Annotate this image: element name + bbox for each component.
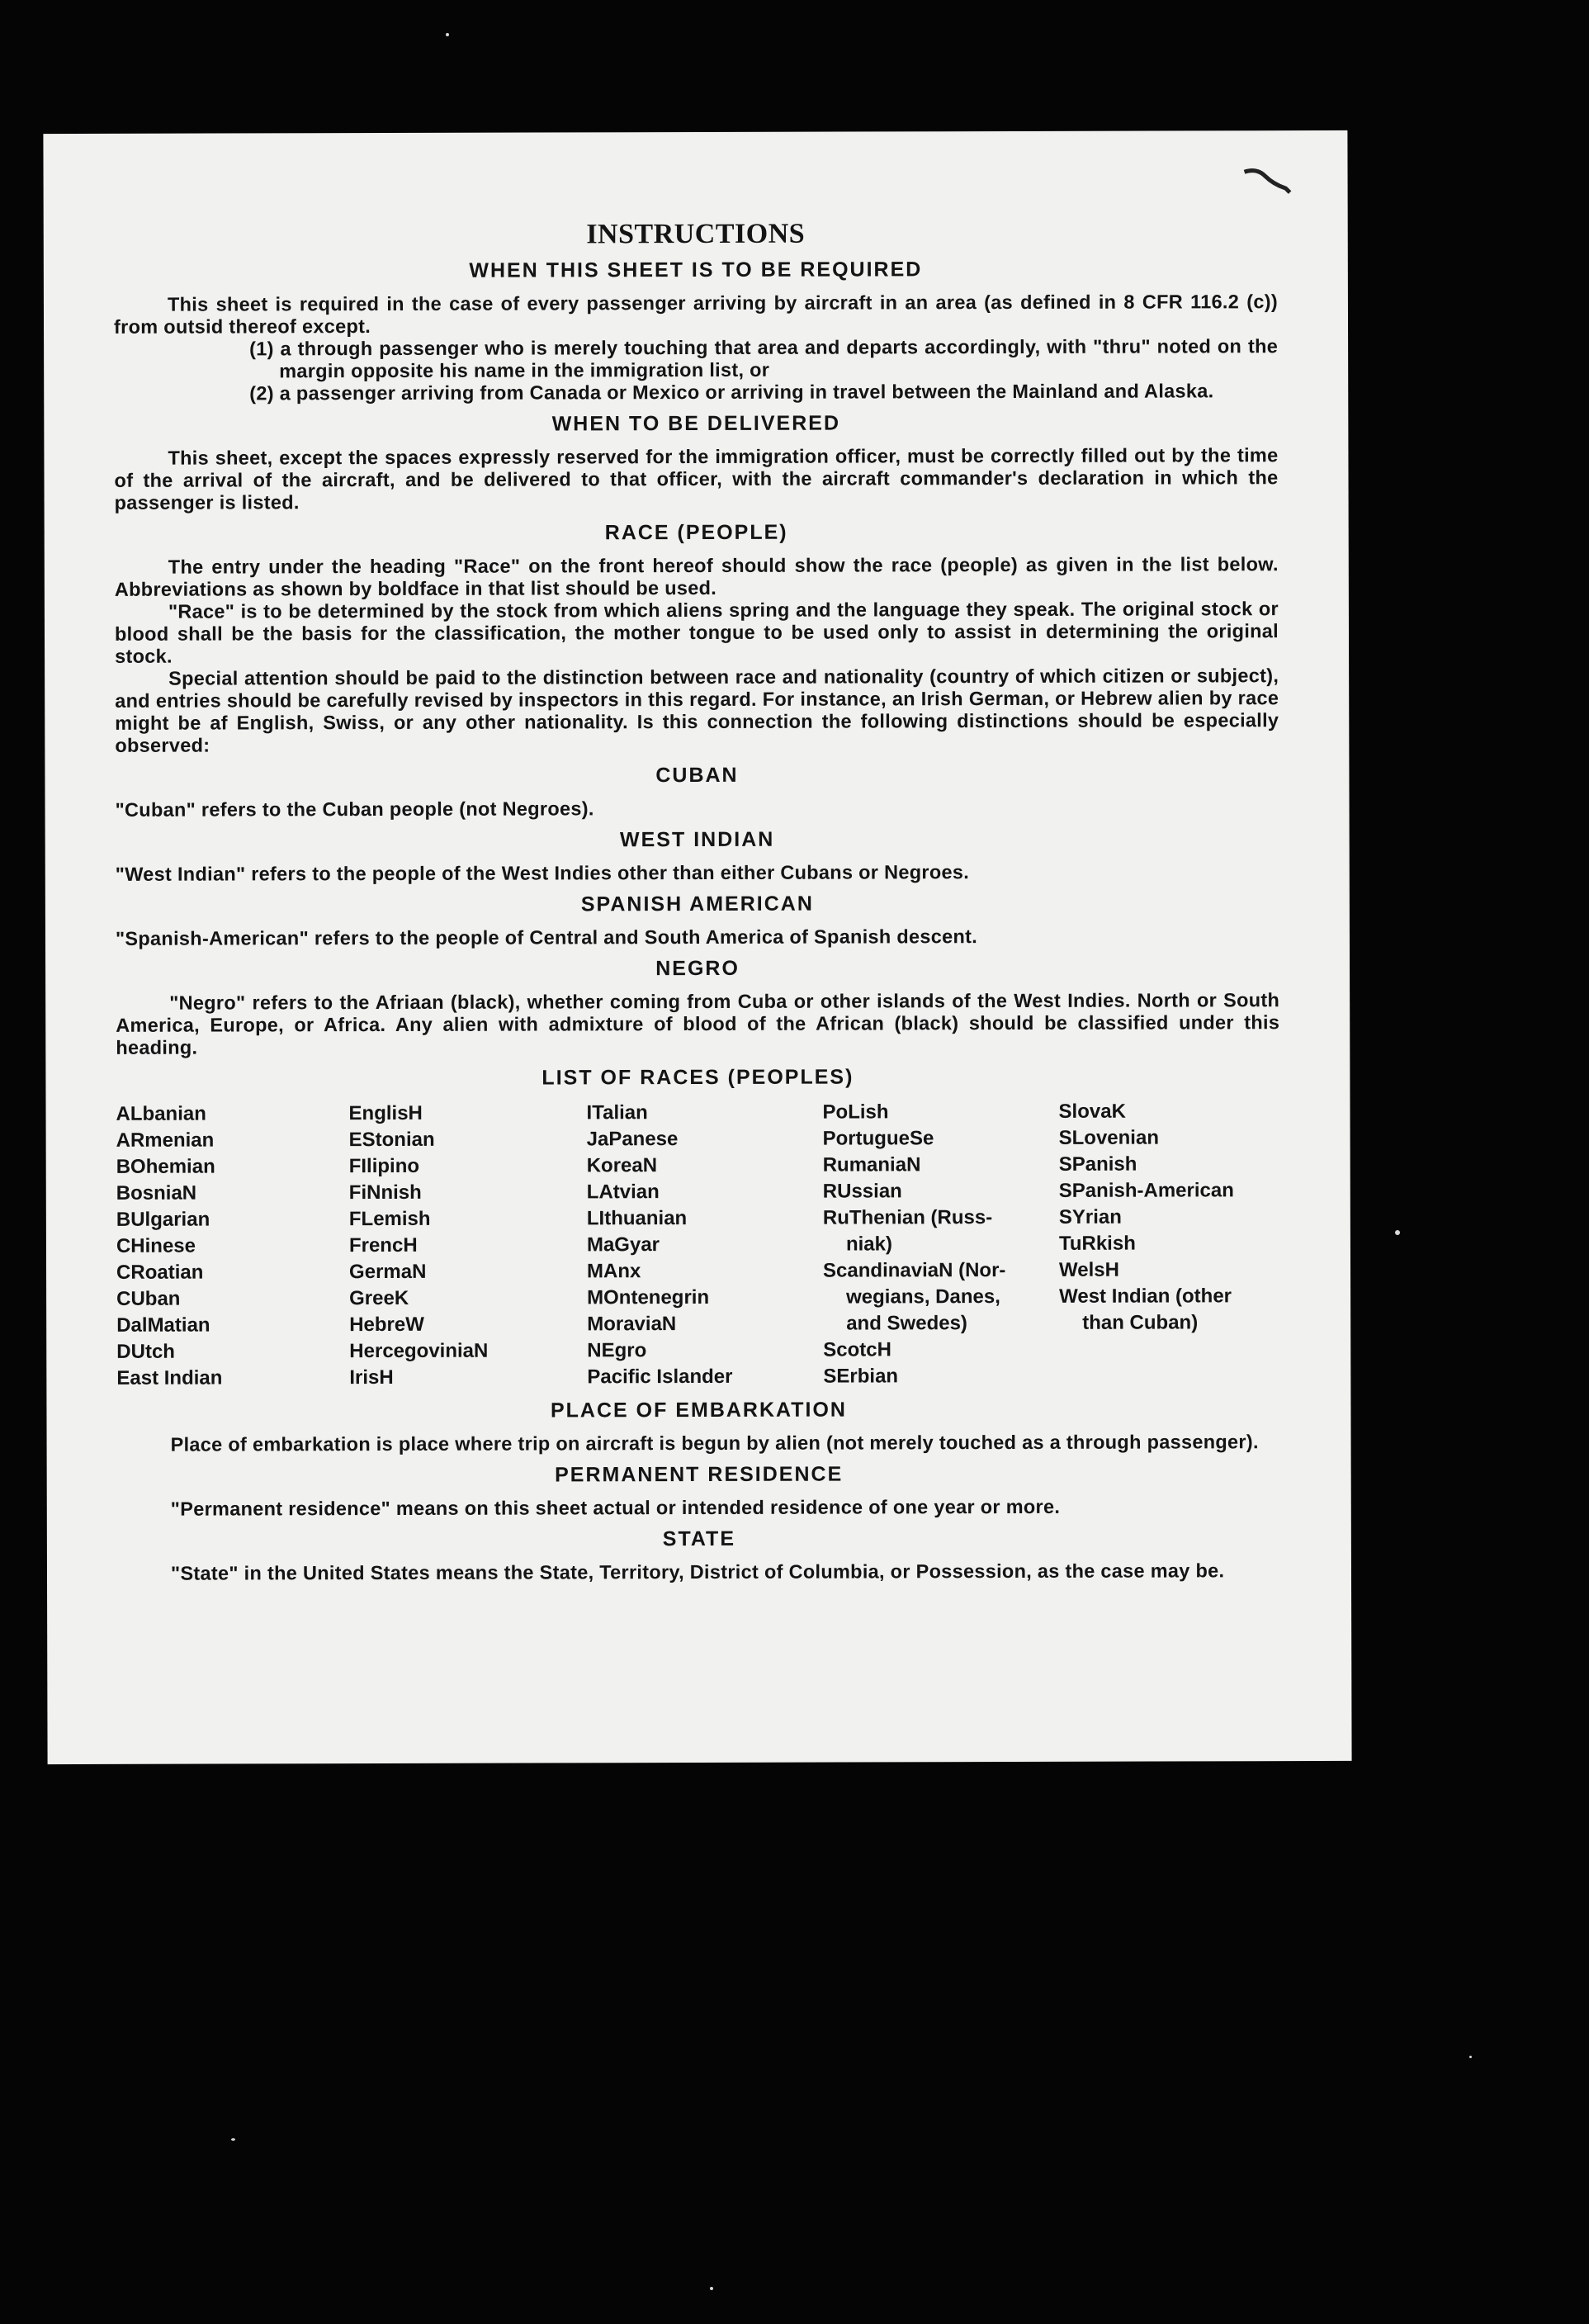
- race-entry: ITalian: [586, 1101, 648, 1124]
- scan-speck: [446, 33, 449, 36]
- paragraph-negro: "Negro" refers to the Afriaan (black), whether coming from Cuba or other islands of the West Indies. North or South America, Europe, or Africa. Any alien with admixture of blood of the African (black) should be classified under this heading.: [116, 989, 1280, 1058]
- section-heading-cuban: CUBAN: [655, 763, 739, 788]
- race-entry: JaPanese: [586, 1128, 679, 1151]
- race-entry: HebreW: [349, 1313, 424, 1337]
- paragraph-embarkation: Place of embarkation is place where trip on aircraft is begun by alien (not merely touched as a through passenger).: [170, 1431, 1259, 1455]
- race-entry: MoraviaN: [587, 1313, 677, 1336]
- race-entry: BUlgarian: [116, 1208, 210, 1231]
- race-entry: EStonian: [348, 1128, 435, 1152]
- section-heading-negro: NEGRO: [655, 956, 740, 981]
- race-entry: CUban: [116, 1287, 181, 1310]
- instruction-sheet: [43, 130, 1351, 1764]
- paragraph-when-delivered: This sheet, except the spaces expressly reserved for the immigration officer, must be correctly filled out by the time of the arrival of the aircraft, and be delivered to that officer, with the aircraft commander's declaration in which the passenger is listed.: [114, 444, 1279, 514]
- races-column: [822, 1099, 1059, 1390]
- paragraph-race-2: "Race" is to be determined by the stock from which aliens spring and the language they speak. The original stock or blood shall be the basis for the classification, the mother tongue to be used only to assist in determining the original stock.: [114, 598, 1279, 667]
- ink-smudge: [1241, 163, 1298, 196]
- race-entry: RuThenian (Russ-: [822, 1206, 993, 1229]
- race-entry: MAnx: [586, 1260, 641, 1283]
- section-heading-when-delivered: WHEN TO BE DELIVERED: [551, 411, 841, 436]
- section-heading-list-of-races: LIST OF RACES (PEOPLES): [541, 1065, 854, 1090]
- scan-speck: [1469, 2056, 1472, 2058]
- race-entry: CRoatian: [116, 1261, 204, 1284]
- paragraph-spanish-american: "Spanish-American" refers to the people of Central and South America of Spanish descent.: [115, 925, 978, 949]
- race-entry: MOntenegrin: [587, 1285, 710, 1309]
- scan-speck: [710, 2287, 713, 2290]
- paragraph-cuban: "Cuban" refers to the Cuban people (not Negroes).: [115, 798, 594, 821]
- race-entry: NEgro: [587, 1339, 647, 1362]
- race-entry: BOhemian: [116, 1155, 215, 1178]
- race-entry: RUssian: [822, 1180, 902, 1203]
- race-entry: FIlipino: [348, 1154, 420, 1178]
- race-entry: FrencH: [348, 1233, 418, 1257]
- races-column: [586, 1100, 823, 1391]
- race-entry: LAtvian: [586, 1181, 660, 1204]
- race-entry: KoreaN: [586, 1154, 658, 1177]
- paragraph-race-3: Special attention should be paid to the distinction between race and nationality (country of which citizen or subject), and entries should be carefully revised by inspectors in this regard. For instance, an Irish German, or Hebrew alien by race might be af English, Swiss, or any other nationality. Is this connection the following distinctions should be especially observed:: [115, 665, 1279, 756]
- race-entry-continued: niak): [845, 1233, 892, 1256]
- race-entry: TuRkish: [1058, 1232, 1136, 1255]
- race-entry: BosniaN: [116, 1181, 197, 1205]
- race-entry: GreeK: [349, 1286, 409, 1310]
- race-entry: PortugueSe: [822, 1127, 934, 1150]
- paragraph-west-indian: "West Indian" refers to the people of the West Indies other than either Cubans or Negroes.: [115, 861, 970, 885]
- document-title: INSTRUCTIONS: [586, 218, 806, 250]
- race-entry: MaGyar: [586, 1233, 660, 1257]
- paragraph-when-required: This sheet is required in the case of every passenger arriving by aircraft in an area (as defined in 8 CFR 116.2 (c)) from outsid thereof except.: [113, 291, 1278, 338]
- exception-item-1: (1) a through passenger who is merely touching that area and departs accordingly, with "thru" noted on the margin opposite his name in the immigration list, or: [249, 335, 1279, 382]
- race-entry: DalMatian: [116, 1313, 210, 1337]
- race-entry: EnglisH: [348, 1101, 423, 1125]
- race-entry: ARmenian: [116, 1129, 215, 1152]
- race-entry-continued: wegians, Danes,: [846, 1285, 1000, 1309]
- race-entry-continued: and Swedes): [846, 1312, 967, 1335]
- race-entry: SYrian: [1058, 1205, 1122, 1228]
- section-heading-west-indian: WEST INDIAN: [619, 827, 775, 852]
- race-entry: SPanish-American: [1058, 1179, 1234, 1202]
- exception-item-2: (2) a passenger arriving from Canada or Mexico or arriving in travel between the Mainland and Alaska.: [249, 380, 1214, 405]
- race-entry: SlovaK: [1058, 1100, 1126, 1123]
- races-column: [348, 1100, 587, 1391]
- race-entry: LIthuanian: [586, 1207, 688, 1230]
- scan-speck: [231, 2138, 235, 2141]
- race-entry: GermaN: [348, 1260, 427, 1284]
- race-entry: HercegoviniaN: [349, 1339, 489, 1363]
- race-entry: SLovenian: [1058, 1126, 1160, 1149]
- section-heading-when-required: WHEN THIS SHEET IS TO BE REQUIRED: [469, 258, 923, 282]
- races-column: [1058, 1098, 1274, 1389]
- paragraph-state: "State" in the United States means the State, Territory, District of Columbia, or Possession, as the case may be.: [170, 1560, 1225, 1584]
- race-entry-continued: than Cuban): [1082, 1311, 1199, 1334]
- race-entry: DUtch: [116, 1340, 175, 1363]
- race-entry: East Indian: [116, 1366, 223, 1389]
- paragraph-residence: "Permanent residence" means on this sheet actual or intended residence of one year or more.: [170, 1495, 1061, 1520]
- race-entry: ScandinaviaN (Nor-: [822, 1259, 1006, 1282]
- race-entry: SErbian: [823, 1365, 899, 1388]
- race-entry: IrisH: [349, 1366, 394, 1389]
- race-entry: Pacific Islander: [587, 1365, 733, 1389]
- section-heading-race: RACE (PEOPLE): [604, 520, 788, 545]
- section-heading-spanish-american: SPANISH AMERICAN: [580, 892, 814, 916]
- race-entry: FLemish: [348, 1207, 431, 1231]
- race-entry: ALbanian: [116, 1102, 206, 1125]
- race-entry: SPanish: [1058, 1153, 1137, 1176]
- races-column: [116, 1100, 349, 1392]
- section-heading-state: STATE: [662, 1526, 736, 1551]
- section-heading-residence: PERMANENT RESIDENCE: [555, 1462, 844, 1487]
- scan-speck: [1395, 1230, 1400, 1235]
- race-entry: WelsH: [1058, 1258, 1119, 1281]
- races-list: [116, 1098, 1280, 1392]
- race-entry: West Indian (other: [1059, 1285, 1232, 1308]
- race-entry: CHinese: [116, 1234, 196, 1257]
- race-entry: ScotcH: [823, 1338, 891, 1361]
- race-entry: FiNnish: [348, 1181, 422, 1205]
- race-entry: PoLish: [822, 1100, 889, 1124]
- race-entry: RumaniaN: [822, 1153, 921, 1176]
- section-heading-embarkation: PLACE OF EMBARKATION: [550, 1398, 847, 1422]
- paragraph-race-1: The entry under the heading "Race" on the front hereof should show the race (people) as given in the list below. Abbreviations as shown by boldface in that list should be used.: [114, 553, 1279, 600]
